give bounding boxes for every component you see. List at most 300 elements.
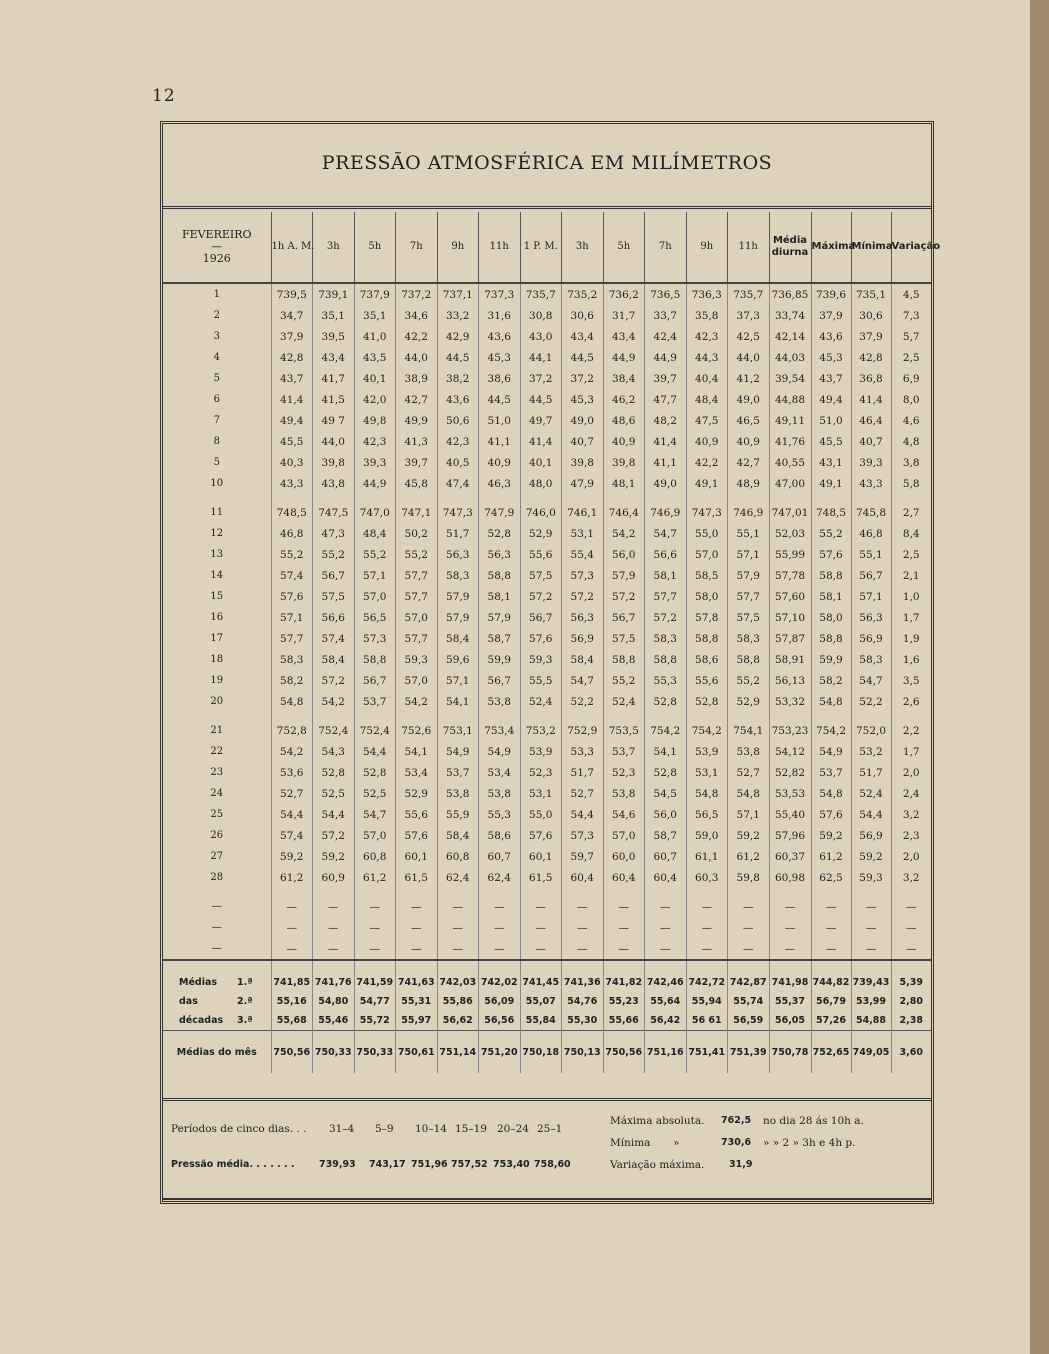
value-cell: 58,8	[811, 565, 851, 586]
gap-cell	[603, 494, 645, 502]
value-cell: 52,8	[313, 762, 355, 783]
value-cell: 57,9	[437, 607, 479, 628]
value-cell: 2,4	[891, 783, 931, 804]
gap-cell	[396, 888, 438, 896]
title-divider	[163, 206, 931, 209]
value-cell: 43,7	[811, 368, 851, 389]
value-cell: 747,1	[396, 502, 438, 523]
gap-cell	[891, 494, 931, 502]
gap-cell	[271, 888, 313, 896]
value-cell: 53,8	[437, 783, 479, 804]
value-cell: 8,0	[891, 389, 931, 410]
value-cell: 58,6	[479, 825, 521, 846]
value-cell: 55,0	[686, 523, 728, 544]
value-cell: —	[271, 896, 313, 917]
value-cell: 46,8	[851, 523, 891, 544]
value-cell: —	[271, 917, 313, 938]
value-cell: 52,3	[520, 762, 562, 783]
gap-cell	[163, 494, 271, 502]
value-cell: 48,4	[686, 389, 728, 410]
value-cell: 42,7	[396, 389, 438, 410]
value-cell: 41,4	[520, 431, 562, 452]
value-cell: 33,74	[769, 305, 811, 326]
value-cell: —	[562, 917, 604, 938]
decade-label-cell	[163, 960, 271, 992]
value-cell: —	[354, 896, 396, 917]
value-cell: 1,9	[891, 628, 931, 649]
mean-cell: 741,45	[520, 960, 562, 992]
decade-label: décadas	[179, 1015, 224, 1026]
value-cell: 55,1	[728, 523, 770, 544]
gap-cell	[851, 888, 891, 896]
mean-cell: 742,87	[728, 960, 770, 992]
value-cell: 57,1	[354, 565, 396, 586]
value-cell: 56,7	[520, 607, 562, 628]
value-cell: 44,0	[313, 431, 355, 452]
value-cell: 52,8	[479, 523, 521, 544]
value-cell: 38,2	[437, 368, 479, 389]
value-cell: 55,2	[271, 544, 313, 565]
value-cell: 41,1	[479, 431, 521, 452]
table-row	[163, 670, 931, 691]
value-cell: 57,5	[728, 607, 770, 628]
mean-cell: 55,66	[603, 1011, 645, 1031]
value-cell: 31,6	[479, 305, 521, 326]
pressure-value: 739,93	[319, 1159, 356, 1170]
value-cell: —	[603, 896, 645, 917]
value-cell: 41,0	[354, 326, 396, 347]
table-row	[163, 649, 931, 670]
value-cell: 55,5	[520, 670, 562, 691]
decade-ordinal: 3.ª	[237, 1015, 253, 1026]
value-cell: 2,2	[891, 720, 931, 741]
table-row	[163, 917, 931, 938]
value-cell: 55,2	[313, 544, 355, 565]
value-cell: 57,5	[313, 586, 355, 607]
value-cell: —	[769, 917, 811, 938]
value-cell: 747,9	[479, 502, 521, 523]
value-cell: —	[437, 896, 479, 917]
value-cell: 58,3	[271, 649, 313, 670]
value-cell: 57,4	[271, 565, 313, 586]
value-cell: 52,2	[851, 691, 891, 712]
value-cell: 59,9	[479, 649, 521, 670]
value-cell: 43,4	[562, 326, 604, 347]
value-cell: 57,7	[396, 586, 438, 607]
value-cell: 55,2	[354, 544, 396, 565]
day-cell: 20	[210, 696, 224, 707]
decade-ordinal: 1.ª	[237, 977, 253, 988]
gap-cell	[769, 888, 811, 896]
table-row	[163, 607, 931, 628]
value-cell: 54,4	[271, 804, 313, 825]
value-cell: 41,4	[851, 389, 891, 410]
value-cell: 52,9	[520, 523, 562, 544]
value-cell: —	[891, 917, 931, 938]
value-cell: 51,7	[562, 762, 604, 783]
mean-cell: 741,98	[769, 960, 811, 992]
value-cell: 39,3	[851, 452, 891, 473]
value-cell: 60,3	[686, 867, 728, 888]
day-cell: 22	[210, 746, 224, 757]
header-cell: 11h	[728, 212, 770, 283]
period-value: 31–4	[329, 1123, 355, 1135]
value-cell: 58,7	[645, 825, 687, 846]
value-cell: 60,4	[562, 867, 604, 888]
value-cell: —	[769, 896, 811, 917]
variation-value: 31,9	[729, 1159, 753, 1170]
table-row	[163, 473, 931, 494]
value-cell: 56,5	[354, 607, 396, 628]
table-row	[163, 305, 931, 326]
value-cell: 2,0	[891, 762, 931, 783]
value-cell: 58,3	[437, 565, 479, 586]
value-cell: 61,2	[271, 867, 313, 888]
mean-cell: 751,14	[437, 1031, 479, 1074]
value-cell: 54,4	[851, 804, 891, 825]
value-cell: 59,2	[728, 825, 770, 846]
table-row	[163, 762, 931, 783]
gap-cell	[437, 888, 479, 896]
max-label: Máxima absoluta.	[610, 1115, 705, 1127]
gap-cell	[313, 494, 355, 502]
header-cell: Mínima	[851, 212, 891, 283]
value-cell: 57,0	[603, 825, 645, 846]
decade-gap	[163, 494, 931, 502]
value-cell: —	[520, 917, 562, 938]
gap-cell	[686, 494, 728, 502]
mean-cell: 742,03	[437, 960, 479, 992]
value-cell: 54,7	[851, 670, 891, 691]
min-note: » » 2 » 3h e 4h p.	[763, 1137, 856, 1149]
value-cell: 62,4	[437, 867, 479, 888]
value-cell: 45,3	[479, 347, 521, 368]
value-cell: 51,0	[811, 410, 851, 431]
value-cell: 43,3	[851, 473, 891, 494]
gap-cell	[396, 712, 438, 720]
value-cell: 57,0	[686, 544, 728, 565]
value-cell: 49,0	[562, 410, 604, 431]
value-cell: 57,1	[728, 804, 770, 825]
value-cell: 58,7	[479, 628, 521, 649]
value-cell: 46,3	[479, 473, 521, 494]
value-cell: 39,54	[769, 368, 811, 389]
value-cell: 59,2	[271, 846, 313, 867]
value-cell: 41,4	[645, 431, 687, 452]
value-cell: 57,7	[396, 565, 438, 586]
value-cell: 57,96	[769, 825, 811, 846]
value-cell: 60,7	[645, 846, 687, 867]
value-cell: 58,5	[686, 565, 728, 586]
day-cell: 27	[210, 851, 224, 862]
value-cell: 58,6	[686, 649, 728, 670]
value-cell: 57,6	[520, 628, 562, 649]
value-cell: 752,4	[313, 720, 355, 741]
value-cell: 57,5	[603, 628, 645, 649]
summary-section	[163, 1098, 931, 1199]
pressure-value: 757,52	[451, 1159, 488, 1170]
value-cell: 49,8	[354, 410, 396, 431]
value-cell: 52,2	[562, 691, 604, 712]
value-cell: 61,2	[354, 867, 396, 888]
table-row	[163, 544, 931, 565]
value-cell: 737,3	[479, 283, 521, 305]
value-cell: 54,5	[645, 783, 687, 804]
value-cell: —	[851, 938, 891, 960]
value-cell: 57,9	[728, 565, 770, 586]
value-cell: 58,8	[479, 565, 521, 586]
value-cell: 55,6	[396, 804, 438, 825]
gap-cell	[479, 494, 521, 502]
header-cell: 5h	[354, 212, 396, 283]
value-cell: 57,3	[562, 825, 604, 846]
value-cell: 55,99	[769, 544, 811, 565]
value-cell: 54,7	[645, 523, 687, 544]
value-cell: 40,3	[271, 452, 313, 473]
value-cell: 737,1	[437, 283, 479, 305]
mean-cell: 54,88	[851, 1011, 891, 1031]
day-cell: 8	[213, 436, 220, 447]
table-row	[163, 867, 931, 888]
gap-cell	[891, 712, 931, 720]
value-cell: 2,0	[891, 846, 931, 867]
mean-cell: 55,46	[313, 1011, 355, 1031]
value-cell: 60,4	[603, 867, 645, 888]
value-cell: 44,5	[479, 389, 521, 410]
decade-ordinal: 2.ª	[237, 996, 253, 1007]
value-cell: 49,4	[811, 389, 851, 410]
value-cell: —	[520, 938, 562, 960]
value-cell: 42,0	[354, 389, 396, 410]
value-cell: 53,7	[354, 691, 396, 712]
value-cell: 58,8	[645, 649, 687, 670]
value-cell: 55,2	[728, 670, 770, 691]
day-cell: 21	[210, 725, 224, 736]
value-cell: 60,8	[354, 846, 396, 867]
value-cell: 3,2	[891, 867, 931, 888]
value-cell: 57,9	[603, 565, 645, 586]
value-cell: 54,2	[313, 691, 355, 712]
table-row	[163, 368, 931, 389]
value-cell: 54,6	[603, 804, 645, 825]
value-cell: 53,8	[479, 783, 521, 804]
value-cell: 57,7	[645, 586, 687, 607]
period-value: 15–19	[455, 1123, 487, 1135]
value-cell: —	[891, 896, 931, 917]
value-cell: 58,4	[437, 628, 479, 649]
value-cell: 746,9	[645, 502, 687, 523]
mean-cell: 56,59	[728, 1011, 770, 1031]
day-cell: 17	[210, 633, 224, 644]
value-cell: 746,4	[603, 502, 645, 523]
value-cell: 42,14	[769, 326, 811, 347]
header-cell: Média diurna	[769, 212, 811, 283]
value-cell: 57,2	[645, 607, 687, 628]
value-cell: 52,9	[396, 783, 438, 804]
gap-cell	[686, 888, 728, 896]
mean-cell: 2,38	[891, 1011, 931, 1031]
header-cell: 11h	[479, 212, 521, 283]
value-cell: 60,4	[645, 867, 687, 888]
value-cell: 60,0	[603, 846, 645, 867]
value-cell: 59,2	[851, 846, 891, 867]
value-cell: —	[811, 938, 851, 960]
table-row	[163, 825, 931, 846]
value-cell: 56,9	[562, 628, 604, 649]
value-cell: 44,5	[437, 347, 479, 368]
value-cell: 42,9	[437, 326, 479, 347]
mean-cell: 750,18	[520, 1031, 562, 1074]
value-cell: 57,3	[354, 628, 396, 649]
mean-cell: 741,85	[271, 960, 313, 992]
value-cell: 48,4	[354, 523, 396, 544]
value-cell: 57,6	[811, 804, 851, 825]
value-cell: —	[396, 917, 438, 938]
value-cell: 60,1	[396, 846, 438, 867]
value-cell: 57,6	[520, 825, 562, 846]
value-cell: 52,5	[354, 783, 396, 804]
gap-cell	[520, 888, 562, 896]
value-cell: 57,0	[396, 670, 438, 691]
table-row	[163, 283, 931, 305]
value-cell: 752,0	[851, 720, 891, 741]
value-cell: 53,7	[603, 741, 645, 762]
mean-cell: 750,61	[396, 1031, 438, 1074]
value-cell: 59,2	[811, 825, 851, 846]
day-cell: —	[211, 943, 222, 954]
value-cell: —	[562, 938, 604, 960]
value-cell: 40,55	[769, 452, 811, 473]
value-cell: 53,6	[271, 762, 313, 783]
gap-cell	[163, 712, 271, 720]
value-cell: 52,5	[313, 783, 355, 804]
mean-cell: 55,72	[354, 1011, 396, 1031]
gap-cell	[603, 712, 645, 720]
value-cell: 4,8	[891, 431, 931, 452]
day-cell: —	[211, 922, 222, 933]
value-cell: 57,9	[437, 586, 479, 607]
value-cell: 1,6	[891, 649, 931, 670]
value-cell: 49,0	[645, 473, 687, 494]
value-cell: 49,4	[271, 410, 313, 431]
value-cell: 754,2	[686, 720, 728, 741]
table-row	[163, 938, 931, 960]
value-cell: 56,7	[603, 607, 645, 628]
value-cell: 753,2	[520, 720, 562, 741]
value-cell: 753,23	[769, 720, 811, 741]
value-cell: 40,9	[728, 431, 770, 452]
table-body	[163, 283, 931, 1073]
mean-cell: 55,86	[437, 992, 479, 1011]
value-cell: 52,8	[354, 762, 396, 783]
value-cell: 46,8	[271, 523, 313, 544]
value-cell: 52,9	[728, 691, 770, 712]
gap-cell	[562, 494, 604, 502]
value-cell: 36,8	[851, 368, 891, 389]
value-cell: 47,3	[313, 523, 355, 544]
value-cell: 47,7	[645, 389, 687, 410]
value-cell: 58,3	[851, 649, 891, 670]
value-cell: 56,3	[851, 607, 891, 628]
value-cell: 54,8	[271, 691, 313, 712]
value-cell: 61,1	[686, 846, 728, 867]
value-cell: 53,3	[562, 741, 604, 762]
value-cell: 57,4	[313, 628, 355, 649]
table-row	[163, 452, 931, 473]
value-cell: 737,9	[354, 283, 396, 305]
value-cell: 58,1	[479, 586, 521, 607]
day-cell: 7	[213, 415, 220, 426]
value-cell: 57,7	[728, 586, 770, 607]
value-cell: 48,1	[603, 473, 645, 494]
value-cell: 57,3	[562, 565, 604, 586]
value-cell: 57,6	[396, 825, 438, 846]
value-cell: 56,3	[437, 544, 479, 565]
value-cell: 735,7	[728, 283, 770, 305]
value-cell: 60,37	[769, 846, 811, 867]
value-cell: —	[354, 917, 396, 938]
day-cell: 3	[213, 331, 220, 342]
value-cell: 4,6	[891, 410, 931, 431]
value-cell: 42,8	[851, 347, 891, 368]
gap-cell	[811, 888, 851, 896]
value-cell: 52,3	[603, 762, 645, 783]
value-cell: 39,8	[313, 452, 355, 473]
mean-cell: 750,56	[603, 1031, 645, 1074]
gap-cell	[163, 888, 271, 896]
value-cell: 52,7	[562, 783, 604, 804]
day-cell: 11	[210, 507, 224, 518]
gap-cell	[313, 888, 355, 896]
gap-cell	[271, 494, 313, 502]
mean-cell: 752,65	[811, 1031, 851, 1074]
period-value: 5–9	[375, 1123, 394, 1135]
mean-cell: 56,42	[645, 1011, 687, 1031]
value-cell: —	[851, 896, 891, 917]
value-cell: 39,7	[396, 452, 438, 473]
value-cell: 56,13	[769, 670, 811, 691]
mean-cell: 5,39	[891, 960, 931, 992]
value-cell: 57,0	[396, 607, 438, 628]
day-cell: 19	[210, 675, 224, 686]
value-cell: 38,6	[479, 368, 521, 389]
mean-cell: 741,82	[603, 960, 645, 992]
value-cell: 57,78	[769, 565, 811, 586]
value-cell: 754,2	[811, 720, 851, 741]
value-cell: 38,4	[603, 368, 645, 389]
value-cell: 45,8	[396, 473, 438, 494]
header-cell: 3h	[562, 212, 604, 283]
max-value: 762,5	[721, 1115, 752, 1126]
value-cell: 748,5	[811, 502, 851, 523]
gap-cell	[769, 712, 811, 720]
value-cell: 52,4	[603, 691, 645, 712]
value-cell: —	[520, 896, 562, 917]
month-header	[163, 212, 271, 283]
gap-cell	[728, 888, 770, 896]
value-cell: 58,8	[728, 649, 770, 670]
gap-cell	[520, 494, 562, 502]
day-cell: 10	[210, 478, 224, 489]
mean-cell: 55,68	[271, 1011, 313, 1031]
value-cell: 45,3	[562, 389, 604, 410]
value-cell: 54,12	[769, 741, 811, 762]
value-cell: 43,6	[437, 389, 479, 410]
mean-cell: 56,09	[479, 992, 521, 1011]
value-cell: 46,4	[851, 410, 891, 431]
value-cell: 57,2	[562, 586, 604, 607]
value-cell: 43,3	[271, 473, 313, 494]
